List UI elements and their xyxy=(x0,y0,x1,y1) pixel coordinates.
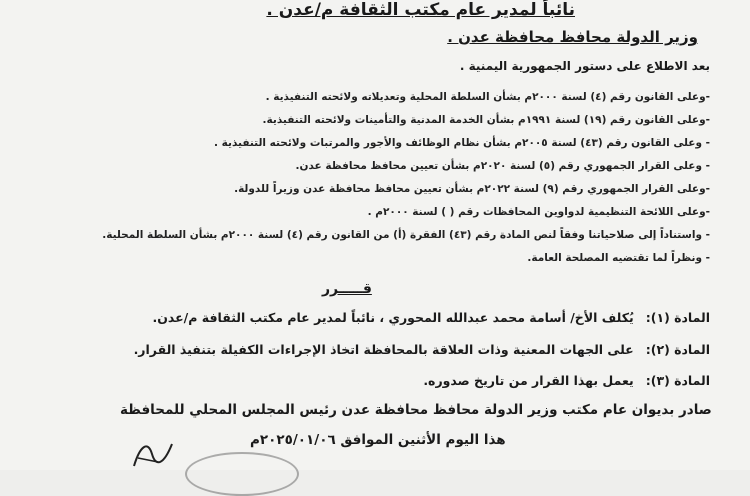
decree-heading: قـــــرر xyxy=(322,281,372,297)
article-3 xyxy=(423,373,710,388)
issued-date: هذا اليوم الأثنين الموافق ٢٠٢٥/٠١/٠٦م xyxy=(250,432,506,448)
clause: -وعلى اللائحة التنظيمية لدواوين المحافظات رقم ( ) لسنة ٢٠٠٠م . xyxy=(367,206,710,218)
article-text: يُكلف الأخ/ أسامة محمد عبدالله المحوري ، نائباً لمدير عام مكتب الثقافة م/عدن. xyxy=(152,310,634,325)
clause: -وعلى القانون رقم (١٩) لسنة ١٩٩١م بشأن الخدمة المدنية والتأمينات ولائحته التنفيذية. xyxy=(262,114,710,126)
clause: - وعلى القانون رقم (٤٣) لسنة ٢٠٠٥م بشأن نظام الوظائف والأجور والمرتبات ولائحته التنفيذية . xyxy=(214,137,710,149)
clause: -وعلى القرار الجمهوري رقم (٩) لسنة ٢٠٢٢م بشأن تعيين محافظ محافظة عدن وزيراً للدولة. xyxy=(234,183,710,195)
issued-at: صادر بديوان عام مكتب وزير الدولة محافظ محافظة عدن رئيس المجلس المحلي للمحافظة xyxy=(120,402,712,418)
issuer-title: وزير الدولة محافظ محافظة عدن . xyxy=(447,28,698,46)
article-label: المادة (٢): xyxy=(645,342,710,357)
clause: -وعلى القانون رقم (٤) لسنة ٢٠٠٠م بشأن السلطة المحلية وتعديلاته ولائحته التنفيذية . xyxy=(265,91,710,103)
signature-mark xyxy=(128,436,178,470)
clause: - ونظراً لما تقتضيه المصلحة العامة. xyxy=(527,252,710,264)
preamble: بعد الاطلاع على دستور الجمهورية اليمنية . xyxy=(459,59,710,73)
official-stamp xyxy=(185,452,299,496)
article-2 xyxy=(134,342,710,357)
article-text: على الجهات المعنية وذات العلاقة بالمحافظة اتخاذ الإجراءات الكفيلة بتنفيذ القرار. xyxy=(133,342,634,357)
clause: - وعلى القرار الجمهوري رقم (٥) لسنة ٢٠٢٠م بشأن تعيين محافظ محافظة عدن. xyxy=(295,160,710,172)
article-text: يعمل بهذا القرار من تاريخ صدوره. xyxy=(423,373,634,388)
article-1 xyxy=(152,310,710,325)
document-title: نائباً لمدير عام مكتب الثقافة م/عدن . xyxy=(266,0,575,20)
article-label: المادة (١): xyxy=(645,310,710,325)
clause: - واستناداً إلى صلاحياتنا وفقاً لنص المادة رقم (٤٣) الفقرة (أ) من القانون رقم (٤) لسنة ٢٠٠٠م بشأن السلطة المحلية. xyxy=(102,229,710,241)
article-label: المادة (٣): xyxy=(645,373,710,388)
